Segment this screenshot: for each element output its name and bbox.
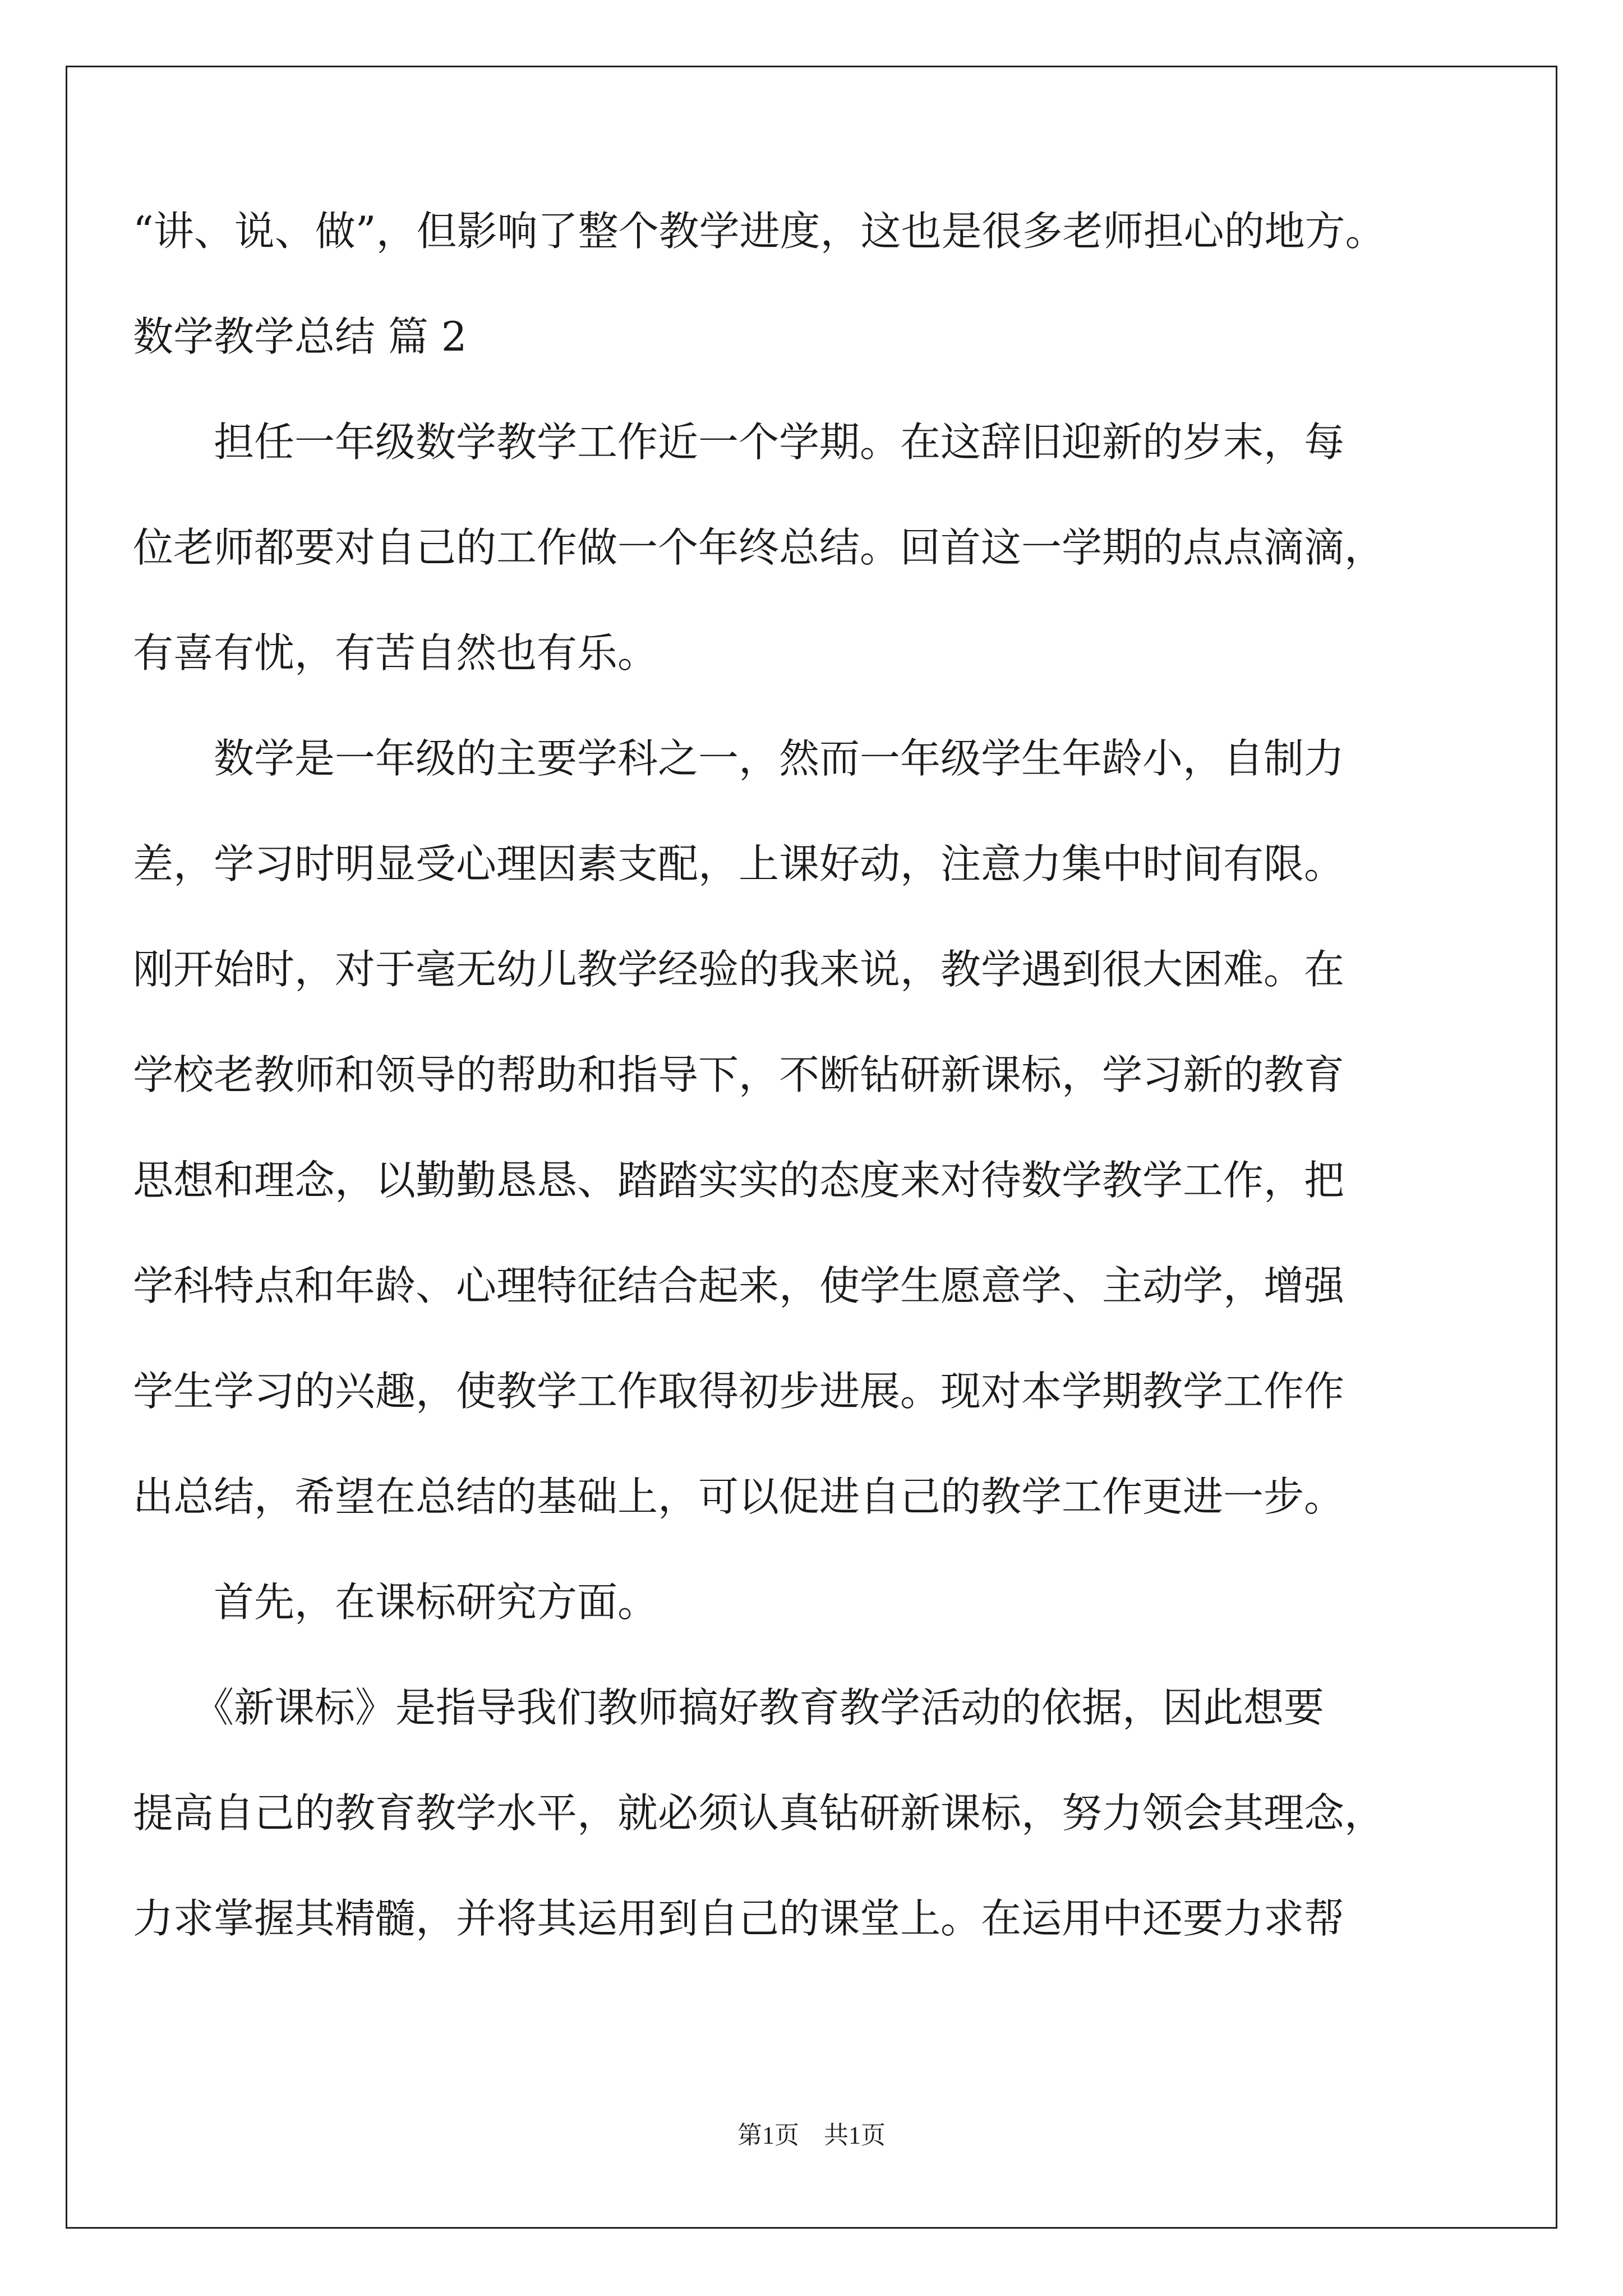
text-line: “讲、说、做”，但影响了整个教学进度，这也是很多老师担心的地方。 <box>133 208 1386 255</box>
text-line: 差，学习时明显受心理因素支配，上课好动，注意力集中时间有限。 <box>133 840 1345 887</box>
page-number: 第1页 共1页 <box>737 2122 886 2149</box>
text-line: 学校老教师和领导的帮助和指导下，不断钻研新课标，学习新的教育 <box>133 1051 1345 1098</box>
text-line: 出总结，希望在总结的基础上，可以促进自己的教学工作更进一步。 <box>133 1473 1345 1520</box>
text-line: 思想和理念，以勤勤恳恳、踏踏实实的态度来对待数学教学工作，把 <box>133 1157 1345 1204</box>
text-line: 提高自己的教育教学水平，就必须认真钻研新课标，努力领会其理念， <box>133 1789 1385 1837</box>
text-line: 力求掌握其精髓，并将其运用到自己的课堂上。在运用中还要力求帮 <box>133 1895 1345 1942</box>
text-line: 学科特点和年龄、心理特征结合起来，使学生愿意学、主动学，增强 <box>133 1262 1345 1309</box>
section-heading: 数学教学总结 篇 2 <box>133 313 467 360</box>
text-line: 学生学习的兴趣，使教学工作取得初步进展。现对本学期教学工作作 <box>133 1368 1345 1415</box>
text-line: 刚开始时，对于毫无幼儿教学经验的我来说，教学遇到很大困难。在 <box>133 946 1345 993</box>
text-line: 有喜有忧，有苦自然也有乐。 <box>133 629 658 677</box>
text-line: 首先，在课标研究方面。 <box>133 1579 658 1626</box>
text-line: 位老师都要对自己的工作做一个年终总结。回首这一学期的点点滴滴， <box>133 524 1385 571</box>
text-line: 《新课标》是指导我们教师搞好教育教学活动的依据，因此想要 <box>133 1684 1325 1731</box>
text-line: 担任一年级数学教学工作近一个学期。在这辞旧迎新的岁末，每 <box>133 418 1345 466</box>
text-line: 数学是一年级的主要学科之一，然而一年级学生年龄小，自制力 <box>133 735 1345 782</box>
